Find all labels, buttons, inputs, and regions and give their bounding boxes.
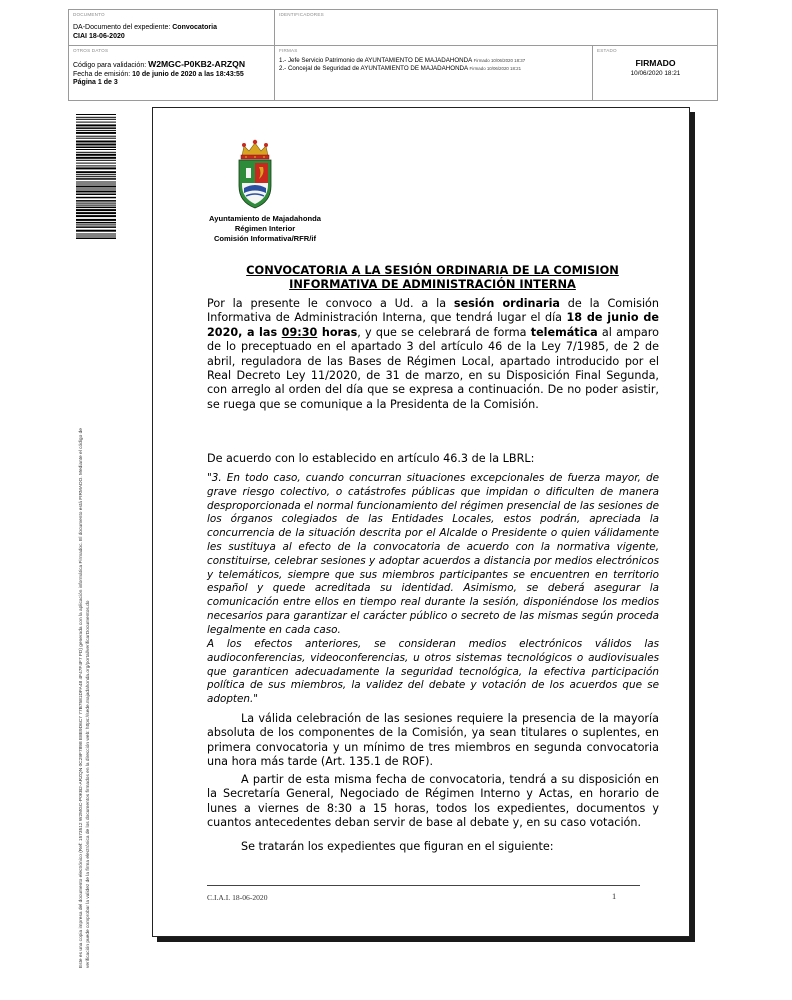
coat-of-arms-logo — [232, 138, 278, 210]
verification-side-text — [78, 288, 92, 968]
signature-2: 2.- Concejal de Seguridad de AYUNTAMIENTO DE MAJADAHONDA Firmado 10/06/2020 18:21 — [279, 65, 522, 72]
org-name: Ayuntamiento de Majadahonda — [209, 214, 321, 223]
paragraph-legal-reference: De acuerdo con lo establecido en artículo 46.3 de la LBRL: — [207, 452, 535, 465]
document-line-2: CIAI 18-06-2020 — [73, 33, 125, 40]
signature-1: 1.- Jefe Servicio Patrimonio de AYUNTAMIENTO DE MAJADAHONDA Firmado 10/06/2020 18:37 — [279, 57, 526, 64]
page-info: Página 1 de 3 — [73, 79, 118, 86]
paragraph-agenda-intro: Se tratarán los expedientes que figuran en el siguiente: — [241, 840, 554, 853]
document-label: DOCUMENTO — [73, 12, 105, 17]
signatures-label: FIRMAS — [279, 48, 298, 53]
validation-code-line: Código para validación: W2MGC-P0KB2-ARZQN — [73, 59, 246, 69]
other-data-label: OTROS DATOS — [73, 48, 109, 53]
barcode — [76, 112, 116, 242]
state-label: ESTADO — [597, 48, 617, 53]
identifiers-cell — [275, 10, 718, 46]
identifiers-label: IDENTIFICADORES — [279, 12, 324, 17]
side-text-line-2: verificación puede comprobar la validez de la firma electrónica de los documentos firmados en la dirección web: https://sede.majadahonda.org/portal/verificarDocumentos.do — [86, 600, 91, 968]
emission-line: Fecha de emisión: 10 de junio de 2020 a las 18:43:55 — [73, 71, 244, 78]
state-value: FIRMADO — [635, 58, 676, 68]
other-data-cell — [69, 46, 275, 101]
state-date: 10/06/2020 18:21 — [630, 70, 681, 77]
signature-header — [68, 9, 718, 101]
document-title: CONVOCATORIA A LA SESIÓN ORDINARIA DE LA COMISION INFORMATIVA DE ADMINISTRACIÓN INTERNA — [246, 263, 619, 291]
paragraph-quorum: La válida celebración de las sesiones requiere la presencia de la mayoría absoluta de los componentes de la Comisión, ya sean titulares o suplentes, en primera convocatoria y un mínimo de tres miembros en segunda convocatoria una hora más tarde (Art. 135.1 de ROF). — [207, 712, 659, 769]
validation-code: W2MGC-P0KB2-ARZQN — [148, 59, 246, 69]
document-line-1: DA-Documento del expediente: Convocatoria — [73, 24, 217, 31]
signatures-cell — [275, 46, 593, 101]
document-cell — [69, 10, 275, 46]
organization-block — [195, 214, 335, 244]
paragraph-intro: Por la presente le convoco a Ud. a la sesión ordinaria de la Comisión Informativa de Administración Interna, que tendrá lugar el día 18 de junio de 2020, a las 09:30 horas, y que se celebrará de forma telemática al amparo de lo preceptuado en el apartado 3 del artículo 46 de la Ley 7/1985, de 2 de abril, reguladora de las Bases de Régimen Local, apartado introducido por el Real Decreto Ley 11/2020, de 31 de marzo, en su Disposición Final Segunda, con arreglo al orden del día que se expresa a continuación. De no poder asistir, se ruega que se comunique a la Presidenta de la Comisión. — [207, 297, 659, 411]
org-reference: Comisión Informativa/RFR/if — [213, 234, 317, 243]
footer-page-number: 1 — [612, 892, 617, 901]
legal-quote-2: A los efectos anteriores, se consideran medios electrónicos válidos las audioconferencias, videoconferencias, u otros sistemas tecnológicos o audiovisuales que garanticen adecuadamente la seguridad tecnológica, la efectiva participación política de sus miembros, la validez del debate y votación de los acuerdos que se adopten." — [207, 638, 659, 706]
side-text-line-1: Este es una copia impresa del documento electrónico (Ref: 1573512 W2MGC-P0KB2-ARZQN 0C29F7898 E8E9D6C7 77B7581DFA48 4F47F4F7 FD) generada con la aplicación informática Firmadoc. El documento está FIRMADO. Mediante el código de — [79, 428, 84, 968]
footer-reference: C.I.A.I. 18-06-2020 — [207, 893, 268, 902]
org-department: Régimen Interior — [234, 224, 296, 233]
state-cell — [593, 46, 718, 101]
legal-quote-1: "3. En todo caso, cuando concurran situaciones excepcionales de fuerza mayor, de grave riesgo colectivo, o catástrofes públicas que impidan o dificulten de manera desproporcionada el normal funcionamiento del régimen presencial de las sesiones de los órganos colegiados de las Entidades Locales, estos podrán, apreciada la concurrencia de la situación descrita por el Alcalde o Presidente o quien válidamente les sustituya al efecto de la convocatoria de acuerdo con la normativa vigente, constituirse, celebrar sesiones y adoptar acuerdos a distancia por medios electrónicos y telemáticos, siempre que sus miembros participantes se encuentren en territorio español y quede acreditada su identidad. Asimismo, se deberá asegurar la comunicación entre ellos en tiempo real durante la sesión, disponiéndose los medios necesarios para garantizar el carácter público o secreto de las mismas según proceda legalmente en cada caso. — [207, 472, 659, 636]
paragraph-availability: A partir de esta misma fecha de convocatoria, tendrá a su disposición en la Secretaría General, Negociado de Régimen Interno y Actas, en horario de lunes a viernes de 8:30 a 15 horas, todos los expedientes, documentos y cuantos antecedentes deban servir de base al debate y, en su caso votación. — [207, 773, 659, 830]
footer-divider — [207, 885, 640, 886]
